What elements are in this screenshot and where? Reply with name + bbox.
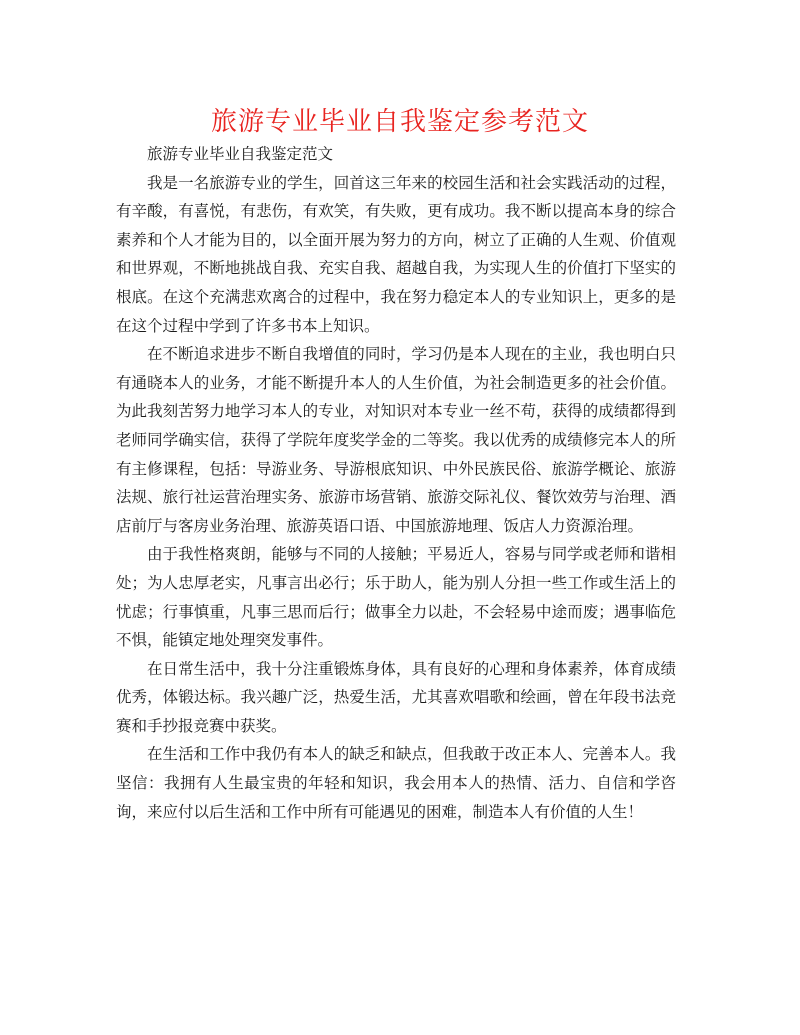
paragraph-2: 在不断追求进步不断自我增值的同时，学习仍是本人现在的主业，我也明白只有通晓本人的业务，才能不断提升本人的人生价值，为社会制造更多的社会价值。为此我刻苦努力地学习本人的专业，对知识对本专业一丝不苟，获得的成绩都得到老师同学确实信，获得了学院年度奖学金的二等奖。我以优秀的成绩修完本人的所有主修课程，包括：导游业务、导游根底知识、中外民族民俗、旅游学概论、旅游法规、旅行社运营治理实务、旅游市场营销、旅游交际礼仪、餐饮效劳与治理、酒店前厅与客房业务治理、旅游英语口语、中国旅游地理、饭店人力资源治理。 [116,345,676,535]
document-title: 旅游专业毕业自我鉴定参考范文 [210,107,589,137]
document-body [116,140,676,826]
paragraph-4: 在日常生活中，我十分注重锻炼身体，具有良好的心理和身体素养，体育成绩优秀，体锻达标。我兴趣广泛，热爱生活，尤其喜欢唱歌和绘画，曾在年段书法竞赛和手抄报竞赛中获奖。 [116,659,676,735]
document-subtitle: 旅游专业毕业自我鉴定范文 [147,145,334,163]
paragraph-1: 我是一名旅游专业的学生，回首这三年来的校园生活和社会实践活动的过程，有辛酸，有喜悦，有悲伤，有欢笑，有失败，更有成功。我不断以提高本身的综合素养和个人才能为目的，以全面开展为努力的方向，树立了正确的人生观、价值观和世界观，不断地挑战自我、充实自我、超越自我，为实现人生的价值打下坚实的根底。在这个充满悲欢离合的过程中，我在努力稳定本人的专业知识上，更多的是在这个过程中学到了许多书本上知识。 [116,173,676,335]
paragraph-3: 由于我性格爽朗，能够与不同的人接触；平易近人，容易与同学或老师和谐相处；为人忠厚老实，凡事言出必行；乐于助人，能为别人分担一些工作或生活上的忧虑；行事慎重，凡事三思而后行；做事全力以赴，不会轻易中途而废；遇事临危不惧，能镇定地处理突发事件。 [116,545,676,650]
paragraph-5: 在生活和工作中我仍有本人的缺乏和缺点，但我敢于改正本人、完善本人。我坚信：我拥有人生最宝贵的年轻和知识，我会用本人的热情、活力、自信和学咨询，来应付以后生活和工作中所有可能遇见的困难，制造本人有价值的人生！ [116,745,676,821]
